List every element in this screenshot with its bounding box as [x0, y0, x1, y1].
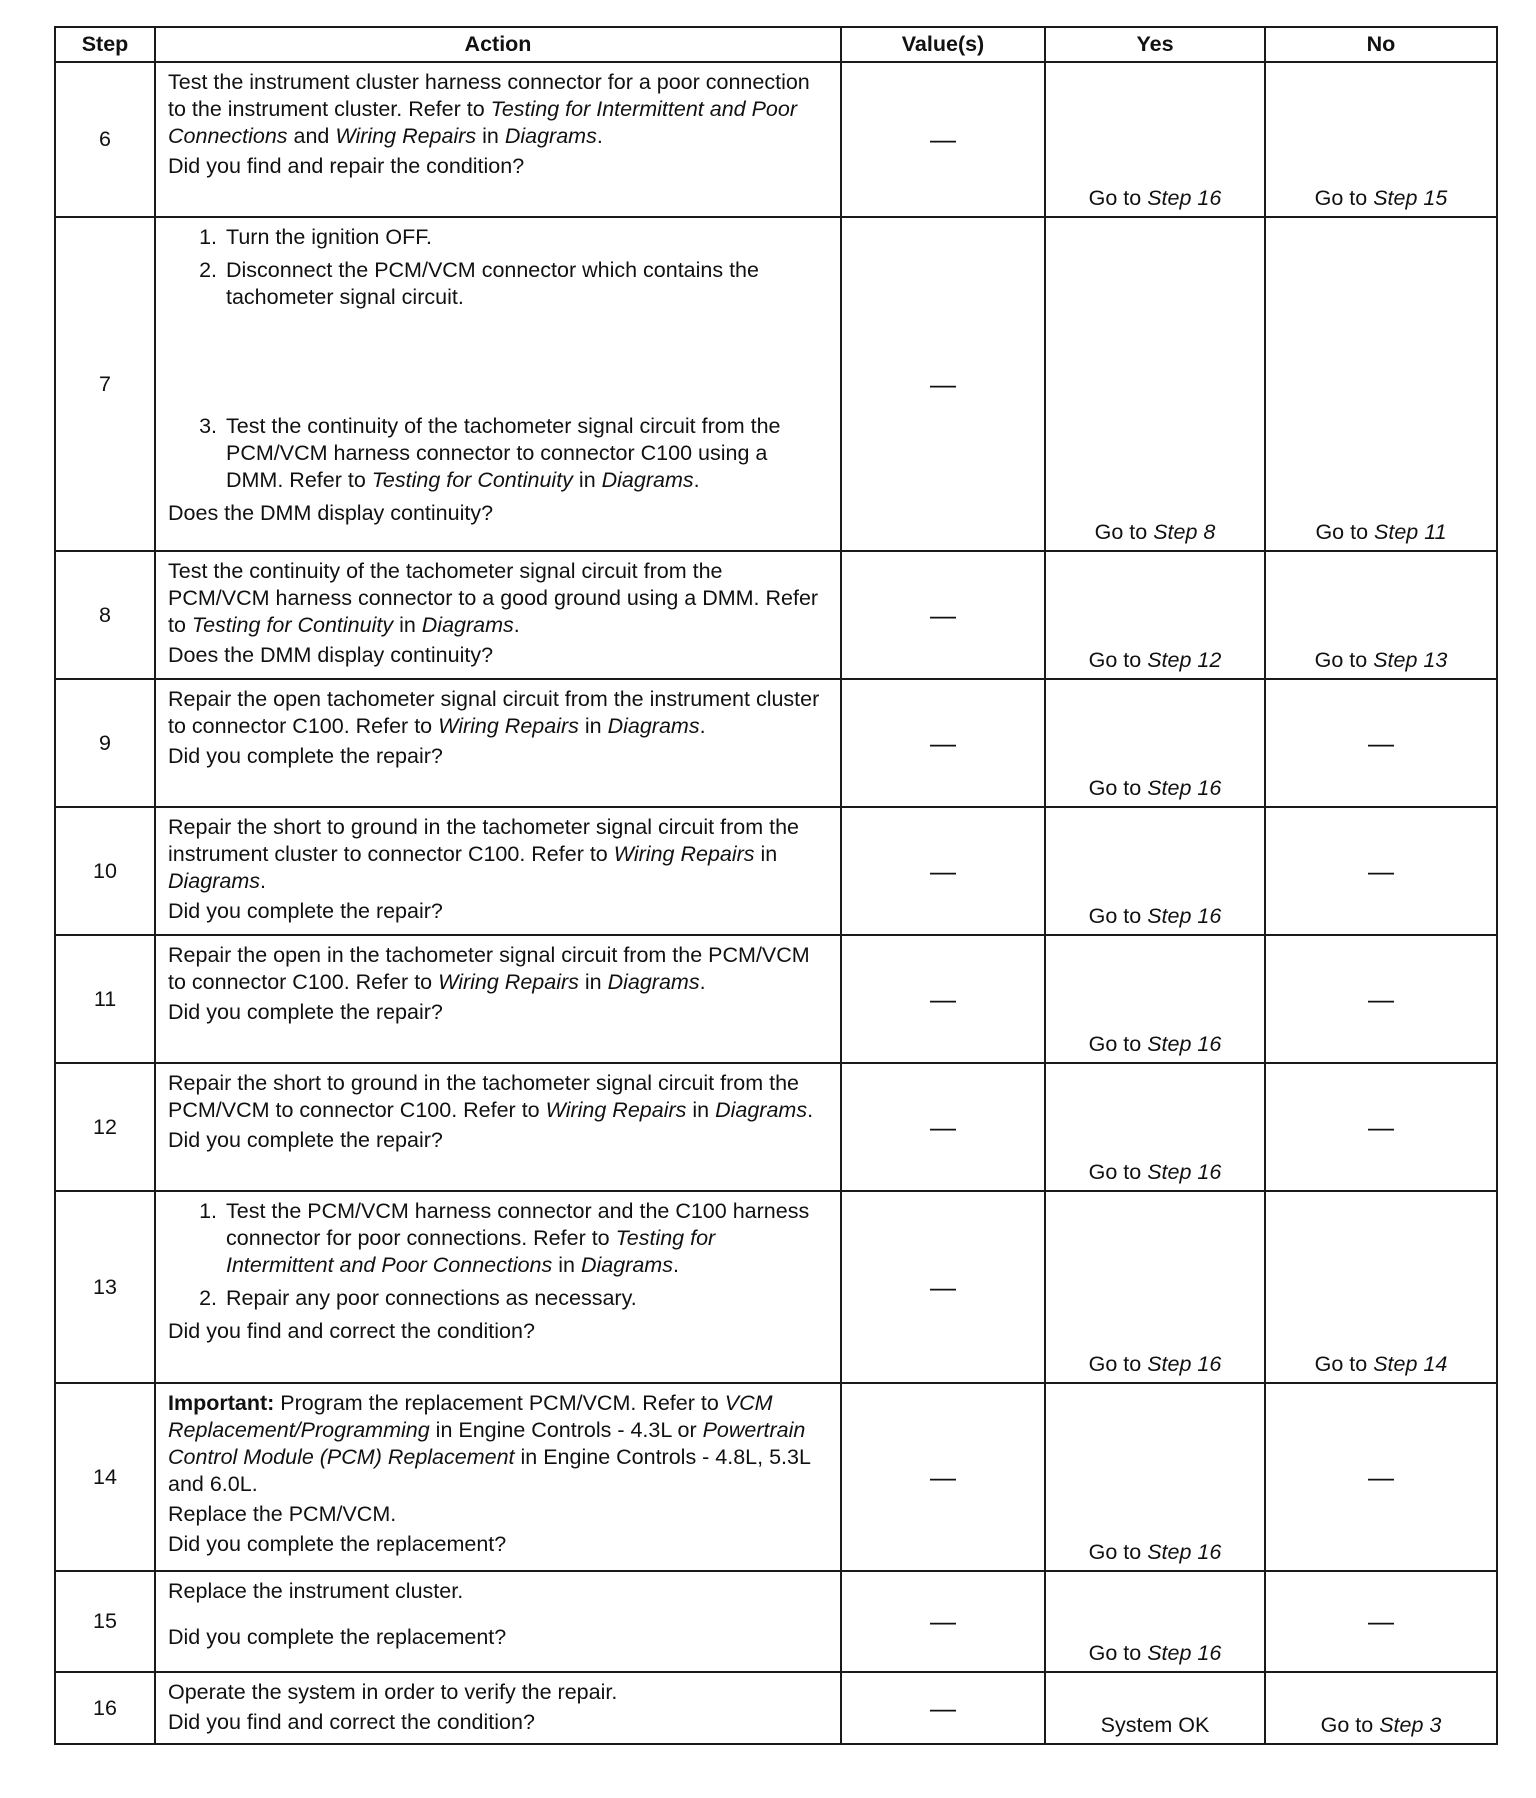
value-cell: —	[841, 1571, 1045, 1672]
table-row-step-12	[55, 1063, 1497, 1191]
action-question: Did you complete the repair?	[168, 899, 443, 923]
header-action: Action	[155, 27, 841, 62]
reference-link: Testing for Intermittent and Poor Connections	[168, 97, 797, 148]
no-cell: —	[1265, 807, 1497, 935]
action-cell	[155, 551, 841, 679]
header-values: Value(s)	[841, 27, 1045, 62]
step-number: 8	[55, 551, 155, 679]
no-cell: —	[1265, 935, 1497, 1063]
list-item: 2. Repair any poor connections as necessary.	[199, 1286, 637, 1310]
no-cell: Go to Step 14	[1265, 1191, 1497, 1383]
yes-cell: Go to Step 12	[1045, 551, 1265, 679]
table-row-step-8	[55, 551, 1497, 679]
yes-step-link: Step 16	[1147, 1160, 1222, 1184]
reference-link: Testing for Continuity	[371, 468, 573, 492]
step-number: 7	[55, 217, 155, 551]
yes-cell: Go to Step 16	[1045, 935, 1265, 1063]
yes-cell: Go to Step 16	[1045, 62, 1265, 217]
table-row-step-11	[55, 935, 1497, 1063]
value-cell: —	[841, 217, 1045, 551]
yes-step-link: Step 12	[1147, 648, 1222, 672]
step-number: 14	[55, 1383, 155, 1571]
action-cell	[155, 1571, 841, 1672]
action-cell	[155, 217, 841, 551]
yes-step-link: Step 8	[1153, 520, 1216, 544]
action-text: Test the instrument cluster harness connector for a poor connection to the instrument cluster. Refer to Testing for Intermittent and Poor Connections and Wiring Repairs in Diagrams.	[168, 70, 810, 148]
action-text: Repair the open in the tachometer signal circuit from the PCM/VCM to connector C100. Refer to Wiring Repairs in Diagrams.	[168, 943, 810, 994]
yes-cell: Go to Step 8	[1045, 217, 1265, 551]
action-text: Test the continuity of the tachometer signal circuit from the PCM/VCM harness connector to a good ground using a DMM. Refer to Testing for Continuity in Diagrams.	[168, 559, 819, 637]
no-cell: —	[1265, 679, 1497, 807]
table-row-step-10	[55, 807, 1497, 935]
action-text: Repair the open tachometer signal circuit from the instrument cluster to connector C100. Refer to Wiring Repairs in Diagrams.	[168, 687, 820, 738]
step-number: 9	[55, 679, 155, 807]
table-row-step-16	[55, 1672, 1497, 1744]
yes-step-link: Step 16	[1147, 776, 1222, 800]
spacer	[168, 1605, 828, 1621]
value-cell: —	[841, 1383, 1045, 1571]
reference-link: Wiring Repairs	[545, 1098, 687, 1122]
no-step-link: Step 14	[1373, 1352, 1448, 1376]
yes-cell: Go to Step 16	[1045, 1383, 1265, 1571]
reference-link: Powertrain Control Module (PCM) Replacement	[168, 1418, 806, 1469]
table-row-step-13	[55, 1191, 1497, 1383]
action-question: Did you complete the replacement?	[168, 1625, 507, 1649]
yes-step-link: Step 16	[1147, 186, 1222, 210]
no-step-link: Step 13	[1373, 648, 1448, 672]
step-number: 13	[55, 1191, 155, 1383]
important-label: Important:	[168, 1391, 275, 1415]
value-cell: —	[841, 1672, 1045, 1744]
value-cell: —	[841, 935, 1045, 1063]
value-cell: —	[841, 679, 1045, 807]
value-cell: —	[841, 1063, 1045, 1191]
action-question: Did you complete the repair?	[168, 1128, 443, 1152]
header-row	[55, 27, 1497, 62]
list-item: 1. Test the PCM/VCM harness connector and the C100 harness connector for poor connections. Refer to Testing for Intermittent and Poor Connections in Diagrams.	[199, 1199, 810, 1277]
action-text: Replace the instrument cluster.	[168, 1579, 464, 1603]
list-item: 2. Disconnect the PCM/VCM connector which contains the tachometer signal circuit.	[199, 258, 759, 309]
header-no: No	[1265, 27, 1497, 62]
action-cell	[155, 1672, 841, 1744]
list-item: 3. Test the continuity of the tachometer signal circuit from the PCM/VCM harness connector to connector C100 using a DMM. Refer to Testing for Continuity in Diagrams.	[199, 414, 781, 492]
no-cell: Go to Step 3	[1265, 1672, 1497, 1744]
step-number: 12	[55, 1063, 155, 1191]
yes-step-link: Step 16	[1147, 904, 1222, 928]
action-text: Operate the system in order to verify the repair.	[168, 1680, 618, 1704]
value-cell: —	[841, 1191, 1045, 1383]
reference-link: Wiring Repairs	[438, 970, 579, 994]
action-cell	[155, 935, 841, 1063]
action-question: Did you find and correct the condition?	[168, 1319, 535, 1343]
action-question: Does the DMM display continuity?	[168, 501, 494, 525]
action-steps-list	[168, 1198, 828, 1312]
action-cell	[155, 62, 841, 217]
action-question: Did you complete the replacement?	[168, 1532, 507, 1556]
no-cell: —	[1265, 1383, 1497, 1571]
action-question: Did you find and repair the condition?	[168, 154, 525, 178]
yes-cell: Go to Step 16	[1045, 1191, 1265, 1383]
no-cell: Go to Step 13	[1265, 551, 1497, 679]
step-number: 11	[55, 935, 155, 1063]
table-row-step-9	[55, 679, 1497, 807]
action-text: Repair the short to ground in the tachometer signal circuit from the PCM/VCM to connector C100. Refer to Wiring Repairs in Diagrams.	[168, 1071, 814, 1122]
action-steps-list	[168, 224, 828, 494]
action-text: Repair the short to ground in the tachometer signal circuit from the instrument cluster to connector C100. Refer to Wiring Repairs in Diagrams.	[168, 815, 799, 893]
no-step-link: Step 15	[1373, 186, 1448, 210]
yes-cell: Go to Step 16	[1045, 807, 1265, 935]
no-step-link: Step 11	[1374, 520, 1447, 544]
table-row-step-7	[55, 217, 1497, 551]
yes-step-link: Step 16	[1147, 1032, 1222, 1056]
yes-step-link: Step 16	[1147, 1352, 1222, 1376]
action-question: Did you find and correct the condition?	[168, 1710, 535, 1734]
yes-cell: Go to Step 16	[1045, 1571, 1265, 1672]
step-number: 15	[55, 1571, 155, 1672]
table-row-step-14	[55, 1383, 1497, 1571]
value-cell: —	[841, 551, 1045, 679]
reference-link: VCM Replacement/Programming	[168, 1391, 773, 1442]
no-cell: Go to Step 15	[1265, 62, 1497, 217]
diagnostic-table	[54, 26, 1498, 1745]
action-text-2: Replace the PCM/VCM.	[168, 1502, 397, 1526]
yes-cell: Go to Step 16	[1045, 679, 1265, 807]
yes-cell: Go to Step 16	[1045, 1063, 1265, 1191]
value-cell: —	[841, 807, 1045, 935]
reference-link: Wiring Repairs	[438, 714, 579, 738]
action-cell	[155, 1063, 841, 1191]
reference-link: Wiring Repairs	[613, 842, 755, 866]
no-cell: Go to Step 11	[1265, 217, 1497, 551]
no-cell: —	[1265, 1571, 1497, 1672]
no-cell: —	[1265, 1063, 1497, 1191]
header-step: Step	[55, 27, 155, 62]
action-cell	[155, 679, 841, 807]
no-step-link: Step 3	[1379, 1713, 1442, 1737]
action-question: Does the DMM display continuity?	[168, 643, 494, 667]
action-cell	[155, 1383, 841, 1571]
reference-link: Wiring Repairs	[335, 124, 477, 148]
yes-cell: System OK	[1045, 1672, 1265, 1744]
yes-step-link: Step 16	[1147, 1641, 1222, 1665]
step-number: 16	[55, 1672, 155, 1744]
table-row-step-6	[55, 62, 1497, 217]
action-text: Important: Program the replacement PCM/VCM. Refer to VCM Replacement/Programming in Engine Controls - 4.3L or Powertrain Control Module (PCM) Replacement in Engine Controls - 4.8L, 5.3L and 6.0L.	[168, 1391, 811, 1496]
action-cell	[155, 807, 841, 935]
action-cell	[155, 1191, 841, 1383]
yes-step-link: Step 16	[1147, 1540, 1222, 1564]
step-number: 6	[55, 62, 155, 217]
action-question: Did you complete the repair?	[168, 1000, 443, 1024]
value-cell: —	[841, 62, 1045, 217]
reference-link: Testing for Continuity	[191, 613, 394, 637]
table-row-step-15	[55, 1571, 1497, 1672]
reference-link: Testing for Intermittent and Poor Connections	[226, 1226, 716, 1277]
list-spacer	[168, 317, 828, 407]
step-number: 10	[55, 807, 155, 935]
action-question: Did you complete the repair?	[168, 744, 443, 768]
list-item: 1. Turn the ignition OFF.	[199, 225, 432, 249]
header-yes: Yes	[1045, 27, 1265, 62]
